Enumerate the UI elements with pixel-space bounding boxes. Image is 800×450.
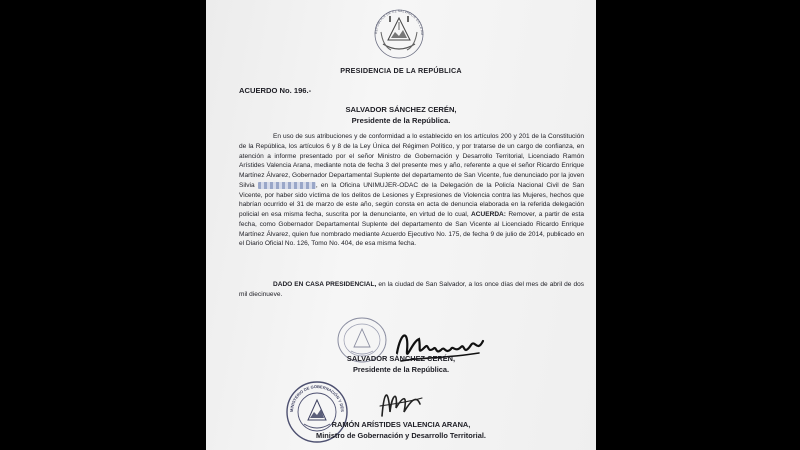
acuerda-keyword: ACUERDA: (471, 211, 506, 218)
dado-heading: DADO EN CASA PRESIDENCIAL, (273, 281, 377, 288)
dado-paragraph (239, 280, 584, 300)
signature-title-minister: Ministro de Gobernación y Desarrollo Territorial. (316, 430, 486, 440)
dado-text: en la ciudad de San Salvador, a los once días del mes de abril de dos mil diecinueve. (239, 281, 585, 298)
institution-heading: PRESIDENCIA DE LA REPÚBLICA (340, 66, 462, 75)
svg-text:REPÚBLICA DE EL SALVADOR EN LA: REPÚBLICA DE EL SALVADOR EN LA AM (373, 8, 425, 36)
signature-block-president (206, 354, 596, 375)
body-text-part-1: En uso de sus atribuciones y de conformidad a lo establecido en los artículos 200 y 201 de la Constitución de la República, los artículos 6 y 8 de la Ley Única del Régimen Político, y por tratarse de un cargo de confianza, en atención a informe presentado por el señor Ministro de Gobernación y Desarrollo Territorial, Licenciado Ramón Arístides Valencia Arana, mediante nota de fecha 3 del presente mes y año, referente a que el señor Ricardo Enrique Martínez Álvarez, Gobernador Departamental Suplente del departamento de San Vicente, fue denunciado por la joven Silvia (239, 133, 584, 189)
signatory-heading (206, 104, 596, 126)
signature-name-president: SALVADOR SÁNCHEZ CERÉN, (346, 354, 456, 363)
acuerdo-number: ACUERDO No. 196.- (239, 86, 312, 95)
minister-signature (374, 382, 426, 424)
coat-of-arms-seal-icon (369, 4, 429, 60)
document-page (206, 0, 596, 450)
signatory-title: Presidente de la República. (351, 116, 451, 125)
body-paragraph (239, 132, 584, 249)
body-text-part-2: , en la Oficina UNIMUJER-ODAC de la Delegación de la Policía Nacional Civil de San Vicente, por haber sido víctima de los delitos de Lesiones y Expresiones de Violencia contra las Mujeres, hechos que habrían ocurrido el 31 de marzo de este año, según consta en acta de denuncia elaborada en la referida delegación policial en esa misma fecha, suscrita por la denunciante, en virtud de lo cual, (239, 181, 584, 218)
signature-block-minister (206, 420, 596, 441)
signature-title-president: Presidente de la República. (352, 364, 450, 374)
body-text-part-3: Remover, a partir de esta fecha, como Gobernador Departamental Suplente del departamento de San Vicente al Licenciado Ricardo Enrique Martínez Álvarez, quien fue nombrado mediante Acuerdo Ejecutivo No. 175, de fecha 9 de julio de 2014, publicado en el Diario Oficial No. 126, Tomo No. 404, de esa misma fecha. (239, 211, 584, 248)
svg-text:MINISTERIO DE GOBERNACIÓN Y DE: MINISTERIO DE GOBERNACIÓN Y DES (288, 383, 346, 413)
signature-name-minister: RAMÓN ARÍSTIDES VALENCIA ARANA, (331, 420, 471, 429)
redaction-mark (258, 182, 316, 189)
signatory-name: SALVADOR SÁNCHEZ CERÉN, (345, 105, 457, 114)
